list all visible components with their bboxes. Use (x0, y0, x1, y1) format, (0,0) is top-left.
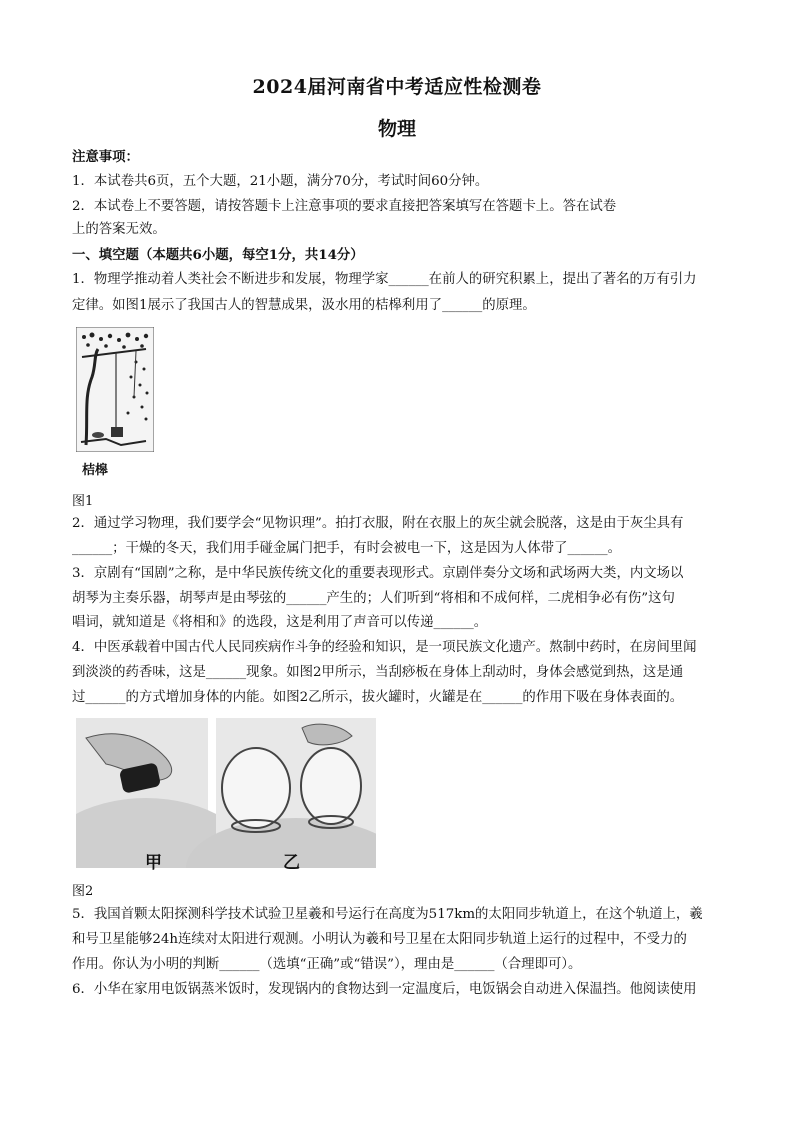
exam-title: 2024届河南省中考适应性检测卷 (252, 76, 542, 98)
subject-title: 物理 (377, 118, 416, 140)
notes-item-1: 1．本试卷共6页，五个大题，21小题，满分70分，考试时间60分钟。 (72, 174, 489, 189)
question-3-line-2: 胡琴为主奏乐器，胡琴声是由琴弦的______产生的；人们听到“将相和不成何样，二虎相争必有伤”这句 (72, 591, 675, 606)
question-3-line-3: 唱词，就知道是《将相和》的选段，这是利用了声音可以传递______。 (72, 615, 488, 630)
figure-2-label: 图2 (72, 884, 94, 899)
question-5-line-3: 作用。你认为小明的判断______（选填“正确”或“错误”），理由是______（合理即可）。 (72, 957, 582, 972)
question-5-line-2: 和号卫星能够24h连续对太阳进行观测。小明认为羲和号卫星在太阳同步轨道上运行的过程中，不受力的 (72, 932, 687, 947)
notes-item-2-line-2: 上的答案无效。 (72, 222, 166, 237)
notes-item-2-line-1: 2．本试卷上不要答题，请按答题卡上注意事项的要求直接把答案填写在答题卡上。答在试卷 (72, 199, 617, 214)
figure-2-left-label: 甲 (145, 853, 162, 873)
figure-1-caption: 桔槔 (82, 463, 109, 478)
question-2-line-1: 2．通过学习物理，我们要学会“见物识理”。拍打衣服，附在衣服上的灰尘就会脱落，这是由于灰尘具有 (72, 516, 684, 531)
question-6-line-1: 6．小华在家用电饭锅蒸米饭时，发现锅内的食物达到一定温度后，电饭锅会自动进入保温挡。他阅读使用 (72, 982, 697, 997)
question-1-line-1: 1．物理学推动着人类社会不断进步和发展，物理学家______在前人的研究积累上，提出了著名的万有引力 (72, 272, 697, 287)
figure-2-photos (76, 718, 376, 868)
question-2-line-2: ______；干燥的冬天，我们用手碰金属门把手，有时会被电一下，这是因为人体带了______。 (72, 541, 622, 556)
notes-heading: 注意事项： (72, 149, 139, 165)
question-4-line-1: 4．中医承载着中国古代人民同疾病作斗争的经验和知识，是一项民族文化遗产。熬制中药时，在房间里闻 (72, 640, 697, 655)
cupping-photo (186, 718, 376, 868)
question-1-line-2: 定律。如图1展示了我国古人的智慧成果，汲水用的桔槔利用了______的原理。 (72, 298, 536, 313)
well-sweep-illustration (76, 327, 154, 452)
question-4-line-2: 到淡淡的药香味，这是______现象。如图2甲所示，当刮痧板在身体上刮动时，身体会感觉到热，这是通 (72, 665, 684, 680)
question-4-line-3: 过______的方式增加身体的内能。如图2乙所示，拔火罐时，火罐是在______的作用下吸在身体表面的。 (72, 690, 684, 705)
section-1-heading: 一、填空题（本题共6小题，每空1分，共14分） (72, 247, 364, 263)
figure-1-label: 图1 (72, 494, 94, 509)
question-5-line-1: 5．我国首颗太阳探测科学技术试验卫星羲和号运行在高度为517km的太阳同步轨道上，在这个轨道上，羲 (72, 907, 703, 922)
question-3-line-1: 3．京剧有“国剧”之称，是中华民族传统文化的重要表现形式。京剧伴奏分文场和武场两大类，内文场以 (72, 566, 684, 581)
figure-2-right-label: 乙 (283, 853, 300, 873)
